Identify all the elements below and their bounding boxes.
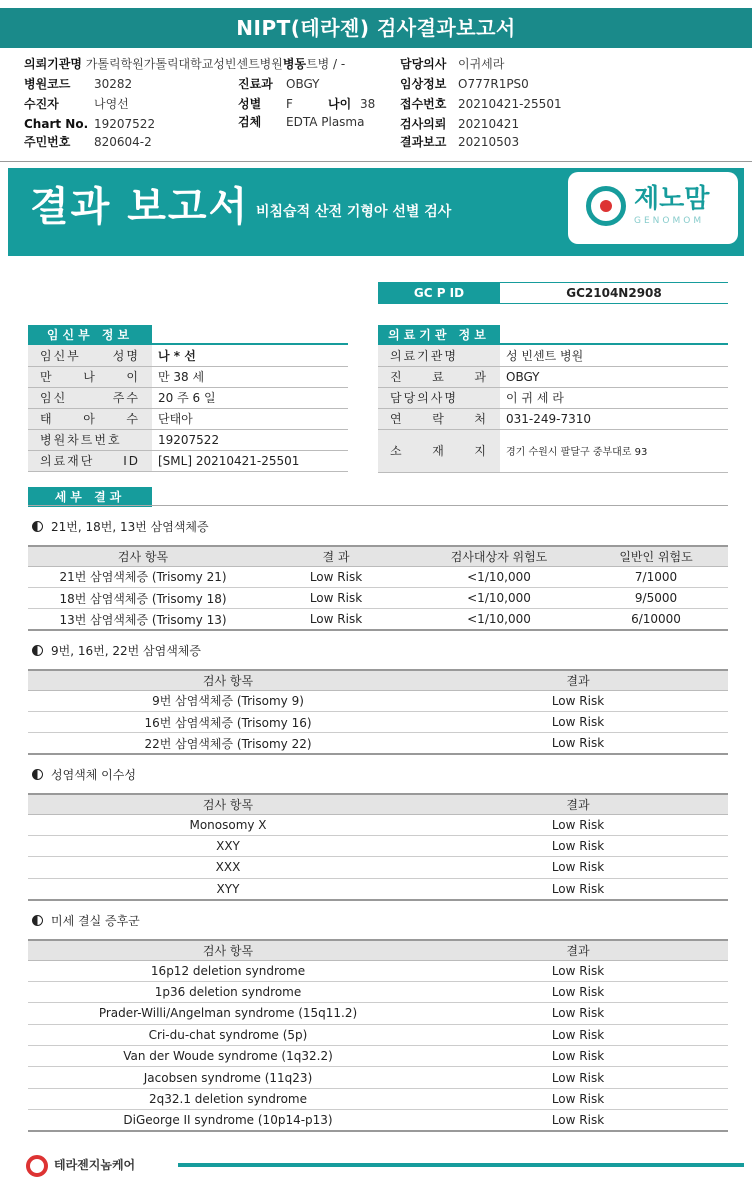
header-examinee: 수진자 나영선 <box>24 97 129 111</box>
genomom-logo <box>568 172 738 244</box>
info-row: 임신부 성명 나 * 선 <box>28 345 348 366</box>
table-row: 16p12 deletion syndrome Low Risk <box>28 960 728 981</box>
header-receipt: 접수번호 20210421-25501 <box>400 97 562 111</box>
header-age: 나이 38 <box>328 97 376 111</box>
gcp-id-label: GC P ID <box>378 282 500 304</box>
table-row: Jacobsen syndrome (11q23) Low Risk <box>28 1067 728 1088</box>
details-tab: 세부 결과 <box>28 487 152 507</box>
info-row: 의료재단 ID [SML] 20210421-25501 <box>28 450 348 471</box>
table-row: Van der Woude syndrome (1q32.2) Low Risk <box>28 1046 728 1067</box>
table-row: 18번 삼염색체증 (Trisomy 18) Low Risk <1/10,000 9/5000 <box>28 587 728 608</box>
table-row: XXY Low Risk <box>28 835 728 856</box>
header-report-date: 결과보고 20210503 <box>400 135 520 149</box>
header-divider <box>0 161 752 162</box>
info-row: 담당의사명 이 귀 세 라 <box>378 387 728 408</box>
info-row: 의료기관명 성 빈센트 병원 <box>378 345 728 366</box>
trisomy-minor-heading: 9번, 16번, 22번 삼염색체증 <box>32 644 201 658</box>
footer-company-logo: 테라젠지놈케어 <box>26 1154 135 1176</box>
banner-title: 결과 보고서 <box>30 184 250 230</box>
trisomy-major-table: 검사 항목 결 과 검사대상자 위험도 일반인 위험도 21번 삼염색체증 (Trisomy 21) Low Risk <1/10,000 7/1000 18번 삼염색체증 (Trisomy 18) Low Risk <1/10,000 9/5000 13번 삼염색체증 (Trisomy 13) Low Risk <1/10,000 6/10000 <box>28 545 728 631</box>
header-rrn: 주민번호 820604-2 <box>24 135 152 149</box>
table-row: XYY Low Risk <box>28 878 728 899</box>
table-row: Prader-Willi/Angelman syndrome (15q11.2) Low Risk <box>28 1003 728 1024</box>
half-circle-icon <box>32 915 43 926</box>
report-banner <box>8 168 744 256</box>
header-clinical: 임상정보 O777R1PS0 <box>400 77 529 91</box>
logo-name: 제노맘 <box>634 184 710 214</box>
table-row: 9번 삼염색체증 (Trisomy 9) Low Risk <box>28 690 728 711</box>
header-request: 검사의뢰 20210421 <box>400 117 520 131</box>
header-specimen: 검체 EDTA Plasma <box>238 115 365 129</box>
table-row: 22번 삼염색체증 (Trisomy 22) Low Risk <box>28 733 728 754</box>
company-logo-icon <box>26 1155 48 1177</box>
table-row: 2q32.1 deletion syndrome Low Risk <box>28 1088 728 1109</box>
table-row: DiGeorge II syndrome (10p14-p13) Low Risk <box>28 1110 728 1131</box>
table-row: Cri-du-chat syndrome (5p) Low Risk <box>28 1024 728 1045</box>
table-row: XXX Low Risk <box>28 857 728 878</box>
trisomy-major-heading: 21번, 18번, 13번 삼염색체증 <box>32 520 209 534</box>
half-circle-icon <box>32 769 43 780</box>
header-institution: 의뢰기관명 가톨릭학원가톨릭대학교성빈센트병원병동트병 / - <box>24 57 346 71</box>
table-row: 21번 삼염색체증 (Trisomy 21) Low Risk <1/10,000 7/1000 <box>28 566 728 587</box>
footer-line <box>178 1163 744 1167</box>
table-row: Monosomy X Low Risk <box>28 814 728 835</box>
trisomy-minor-table: 검사 항목 결과 9번 삼염색체증 (Trisomy 9) Low Risk 16번 삼염색체증 (Trisomy 16) Low Risk 22번 삼염색체증 (Trisomy 22) Low Risk <box>28 669 728 755</box>
half-circle-icon <box>32 521 43 532</box>
medical-info-tab: 의료기관 정보 <box>378 325 500 345</box>
table-row: 1p36 deletion syndrome Low Risk <box>28 981 728 1002</box>
header-doctor: 담당의사 이귀세라 <box>400 57 505 71</box>
pregnant-info-table <box>28 345 348 472</box>
info-row: 만 나 이 만 38 세 <box>28 366 348 387</box>
header-sex: 성별 F <box>238 97 293 111</box>
header-chart-no: Chart No. 19207522 <box>24 117 156 131</box>
header-dept: 진료과 OBGY <box>238 77 320 91</box>
info-row: 소 재 지 경기 수원시 팔달구 중부대로 93 <box>378 429 728 472</box>
header-hospital-code: 병원코드 30282 <box>24 77 133 91</box>
info-row: 진 료 과 OBGY <box>378 366 728 387</box>
table-row: 16번 삼염색체증 (Trisomy 16) Low Risk <box>28 711 728 732</box>
half-circle-icon <box>32 645 43 656</box>
sex-chrom-heading: 성염색체 이수성 <box>32 768 136 782</box>
medical-info-table <box>378 345 728 473</box>
microdeletion-heading: 미세 결실 증후군 <box>32 914 140 928</box>
table-row: 13번 삼염색체증 (Trisomy 13) Low Risk <1/10,000 6/10000 <box>28 609 728 630</box>
info-row: 태 아 수 단태아 <box>28 408 348 429</box>
report-title: NIPT(테라젠) 검사결과보고서 <box>0 8 752 48</box>
info-row: 연 락 처 031-249-7310 <box>378 408 728 429</box>
banner-subtitle: 비침습적 산전 기형아 선별 검사 <box>256 204 452 220</box>
details-line <box>28 505 728 506</box>
info-row: 임신 주수 20 주 6 일 <box>28 387 348 408</box>
sex-chrom-table: 검사 항목 결과 Monosomy X Low Risk XXY Low Risk XXX Low Risk XYY Low Risk <box>28 793 728 901</box>
genomom-logo-icon <box>586 186 626 226</box>
pregnant-info-tab: 임신부 정보 <box>28 325 152 345</box>
logo-sub: GENOMOM <box>634 216 705 226</box>
gcp-id-value: GC2104N2908 <box>500 282 728 304</box>
microdeletion-table: 검사 항목 결과 16p12 deletion syndrome Low Risk 1p36 deletion syndrome Low Risk Prader-Willi/Angelman syndrome (15q11.2) Low Risk Cri-du-chat syndrome (5p) Low Risk Van der Woude syndrome (1q32.2) Low Risk Jacobsen syndrome (11q23) Low Risk 2q32.1 deletion syndrome Low Risk DiGeorge II syndrome (10p14-p13) Low Risk <box>28 939 728 1132</box>
info-row: 병원차트번호 19207522 <box>28 429 348 450</box>
